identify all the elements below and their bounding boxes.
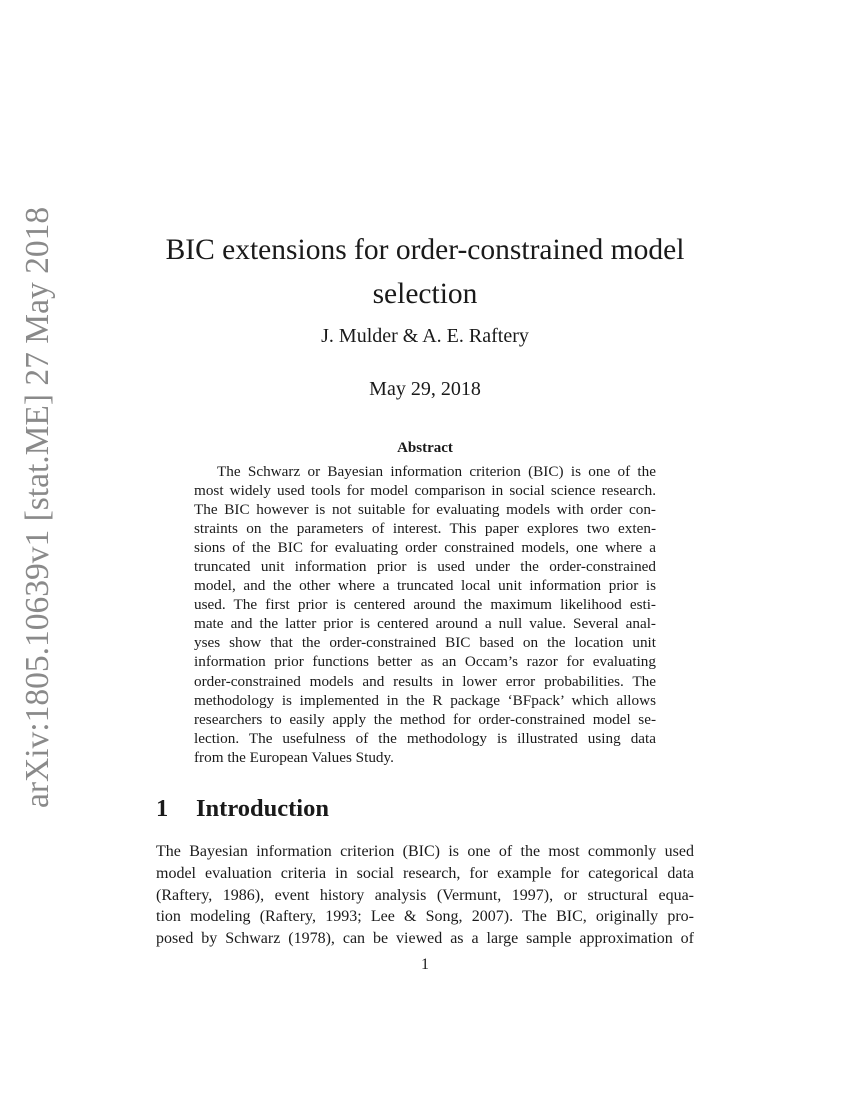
section-number: 1 xyxy=(156,795,169,822)
abstract-line: from the European Values Study. xyxy=(194,748,394,766)
introduction-body xyxy=(156,841,694,950)
abstract-heading: Abstract xyxy=(397,440,453,456)
body-line: tion modeling (Raftery, 1993; Lee & Song, 2007). The BIC, originally pro- xyxy=(156,908,694,926)
body-line: (Raftery, 1986), event history analysis (Vermunt, 1997), or structural equa- xyxy=(156,886,694,904)
abstract-line: researchers to easily apply the method for order-constrained model se- xyxy=(194,710,656,728)
abstract-line: used. The first prior is centered around the maximum likelihood esti- xyxy=(194,596,656,614)
paper-title-line-2: selection xyxy=(372,278,478,310)
abstract-line: yses show that the order-constrained BIC based on the location unit xyxy=(194,634,656,652)
body-line: posed by Schwarz (1978), can be viewed as a large sample approximation of xyxy=(156,930,694,948)
abstract-line: sions of the BIC for evaluating order constrained models, one where a xyxy=(194,539,656,557)
abstract-line: most widely used tools for model comparison in social science research. xyxy=(194,482,656,500)
abstract-line: truncated unit information prior is used under the order-constrained xyxy=(194,558,656,576)
abstract-line: methodology is implemented in the R package ‘BFpack’ which allows xyxy=(194,691,656,709)
section-heading xyxy=(156,793,329,825)
paper-date: May 29, 2018 xyxy=(369,378,481,400)
abstract-line: The BIC however is not suitable for evaluating models with order con- xyxy=(194,501,656,519)
paper-title-line-1: BIC extensions for order-constrained model xyxy=(165,234,685,266)
abstract-line: The Schwarz or Bayesian information criterion (BIC) is one of the xyxy=(217,463,656,480)
abstract-line: lection. The usefulness of the methodology is illustrated using data xyxy=(194,729,656,747)
arxiv-identifier-stamp: arXiv:1805.10639v1 [stat.ME] 27 May 2018 xyxy=(19,206,56,808)
section-title: Introduction xyxy=(196,795,329,822)
abstract-line: information prior functions better as an Occam’s razor for evaluating xyxy=(194,653,656,671)
abstract-body xyxy=(194,462,656,767)
body-line: The Bayesian information criterion (BIC) is one of the most commonly used xyxy=(156,843,694,860)
abstract-line: order-constrained models and results in lower error probabilities. The xyxy=(194,672,656,690)
body-line: model evaluation criteria in social research, for example for categorical data xyxy=(156,864,694,882)
abstract-line: straints on the parameters of interest. This paper explores two exten- xyxy=(194,520,656,538)
paper-title xyxy=(150,228,700,316)
abstract-line: model, and the other where a truncated local unit information prior is xyxy=(194,577,656,595)
abstract-line: mate and the latter prior is centered around a null value. Several anal- xyxy=(194,615,656,633)
paper-authors: J. Mulder & A. E. Raftery xyxy=(321,325,529,347)
page-number: 1 xyxy=(421,956,429,973)
